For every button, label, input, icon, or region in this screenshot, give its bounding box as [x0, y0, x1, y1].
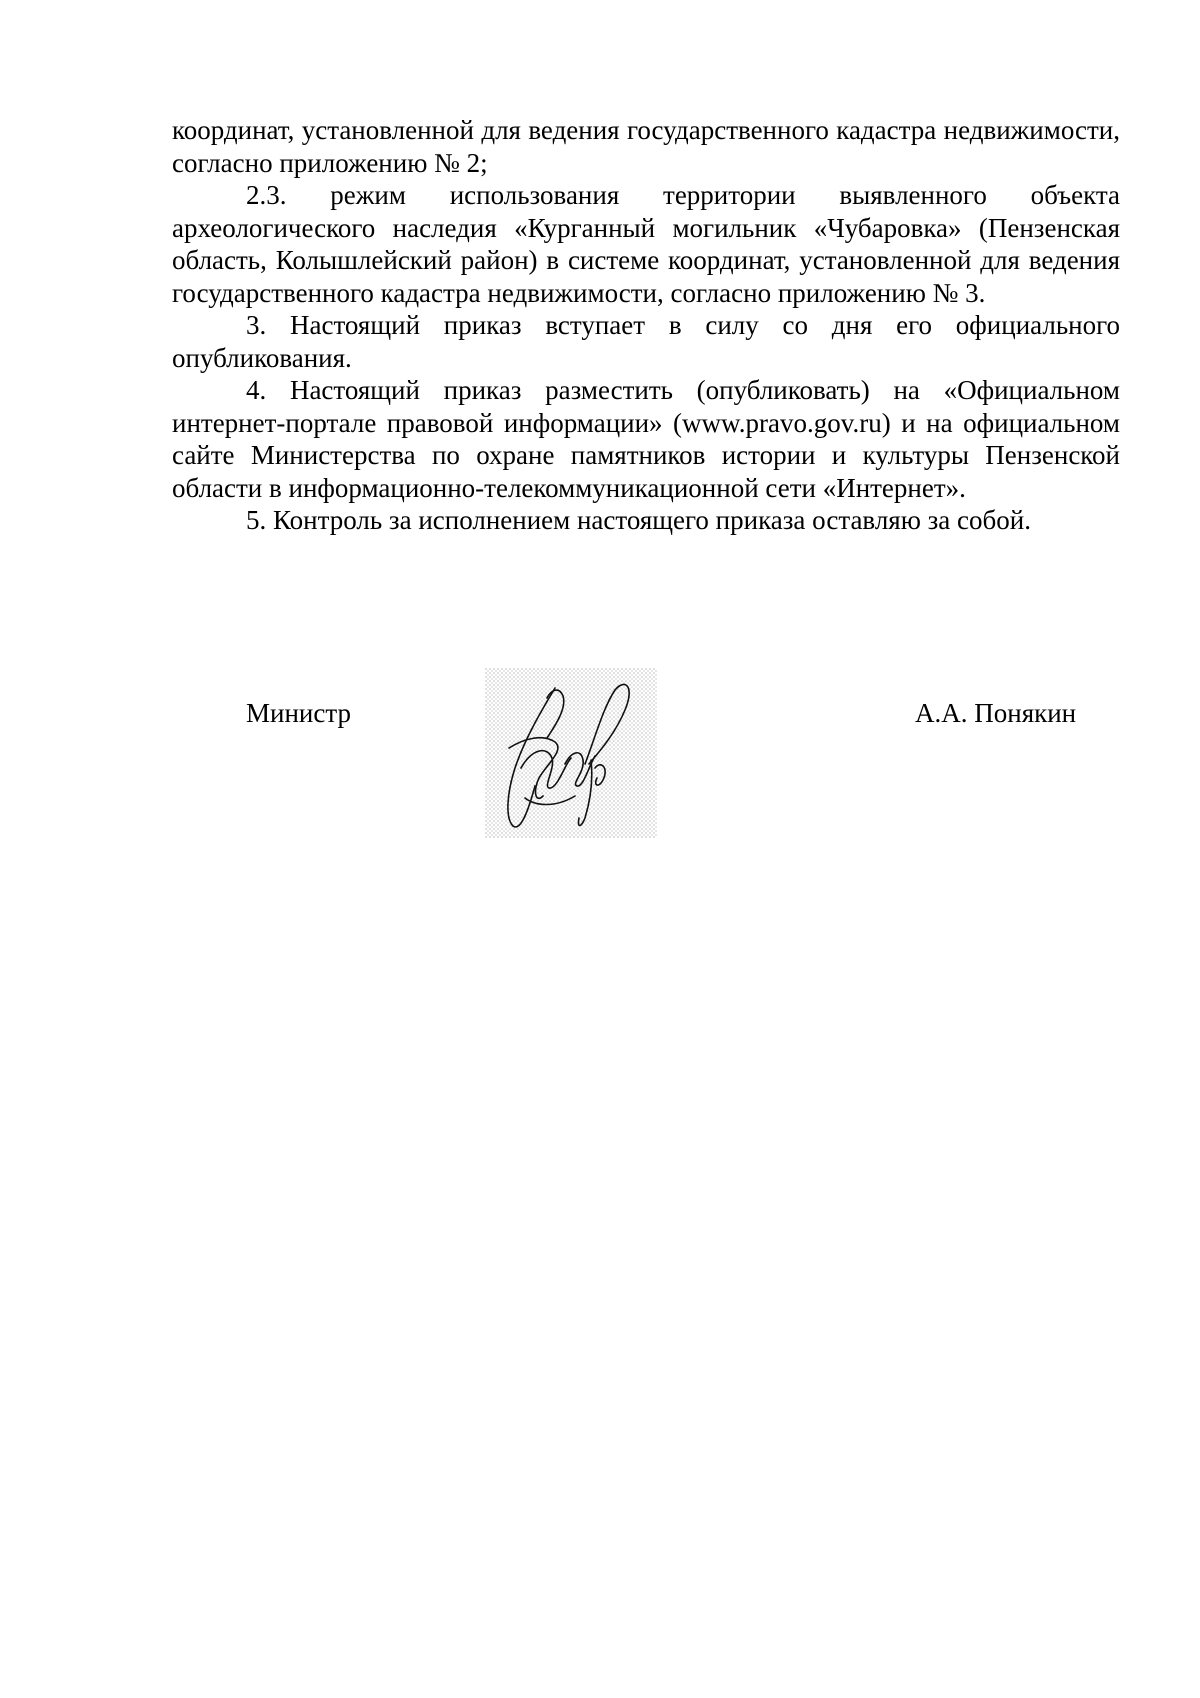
paragraph-2-3: 2.3. режим использования территории выявленного объекта археологического наследия «Курганный могильник «Чубаровка» (Пензенская область, Колышлейский район) в системе координат, установленной для ведения государственного кадастра недвижимости, согласно приложению № 3. [172, 180, 1120, 308]
paragraph-3: 3. Настоящий приказ вступает в силу со дня его официального опубликования. [172, 310, 1120, 373]
signatory-title: Министр [246, 698, 351, 728]
paragraph-coordinates-continuation: координат, установленной для ведения государственного кадастра недвижимости, согласно приложению № 2; [172, 115, 1120, 178]
signatory-name: А.А. Понякин [915, 698, 1077, 728]
handwritten-signature [485, 668, 657, 838]
paragraph-4: 4. Настоящий приказ разместить (опубликовать) на «Официальном интернет-портале правовой информации» (www.pravo.gov.ru) и на официальном сайте Министерства по охране памятников истории и культуры Пензенской области в информационно-телекоммуникационной сети «Интернет». [172, 375, 1120, 503]
paragraph-5: 5. Контроль за исполнением настоящего приказа оставляю за собой. [246, 505, 1031, 535]
